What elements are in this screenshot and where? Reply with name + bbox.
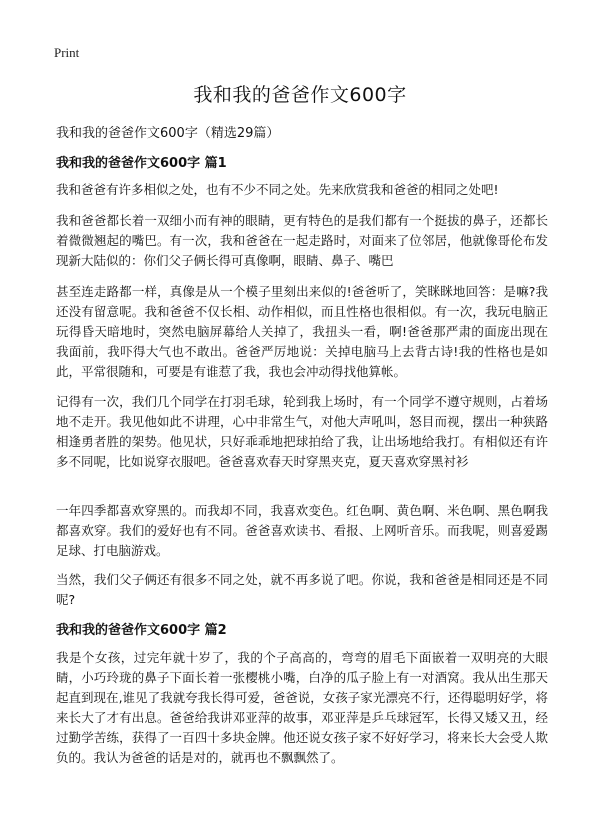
section-heading: 我和我的爸爸作文600字 篇2: [56, 623, 227, 638]
paragraph: 记得有一次，我们几个同学在打羽毛球，轮到我上场时，有一个同学不遵守规则，占着场地不走开。我见他如此不讲理，心中非常生气，对他大声吼叫，怒目而视，摆出一种狭路相逢勇者胜的架势。他见状，只好乖乖地把球拍给了我，让出场地给我打。有相似还有许多不同呢，比如说穿衣服吧。爸爸喜欢春天时穿黑夹克，夏天喜欢穿黑衬衫: [56, 394, 548, 469]
print-link[interactable]: Print: [54, 45, 80, 60]
page-title: 我和我的爸爸作文600字: [193, 84, 407, 106]
section-heading: 我和我的爸爸作文600字 篇1: [56, 156, 227, 171]
paragraph: 我是个女孩，过完年就十岁了，我的个子高高的，弯弯的眉毛下面嵌着一双明亮的大眼睛，小巧玲珑的鼻子下面长着一张樱桃小嘴，白净的瓜子脸上有一对酒窝。我从出生那天起直到现在,谁见了我就夸我长得可爱，爸爸说，女孩子家光漂亮不行，还得聪明好学，将来长大了才有出息。爸爸给我讲邓亚萍的故事，邓亚萍是乒乓球冠军，长得又矮又丑，经过勤学苦练，获得了一百四十多块金牌。他还说女孩子家不好好学习，将来长大会受人欺负的。我认为爸爸的话是对的，就再也不飘飘然了。: [56, 650, 548, 765]
paragraph: 我和爸爸有许多相似之处，也有不少不同之处。先来欣赏我和爸爸的相同之处吧!: [56, 182, 499, 197]
paragraph: 我和爸爸都长着一双细小而有神的眼睛，更有特色的是我们都有一个挺拔的鼻子，还都长着微微翘起的嘴巴。有一次，我和爸爸在一起走路时，对面来了位邻居，他就像哥伦布发现新大陆似的：你们父子俩长得可真像啊，眼睛、鼻子、嘴巴: [56, 213, 548, 268]
paragraph: 甚至连走路都一样，真像是从一个模子里刻出来似的!爸爸听了，笑眯眯地回答：是嘛?我还没有留意呢。我和爸爸不仅长相、动作相似，而且性格也很相似。有一次，我玩电脑正玩得昏天暗地时，突然电脑屏幕给人关掉了，我扭头一看，啊!爸爸那严肃的面庞出现在我面前，我吓得大气也不敢出。爸爸严厉地说：关掉电脑马上去背古诗!我的性格也是如此，平常很随和，可要是有谁惹了我，我也会冲动得找他算帐。: [56, 284, 548, 379]
paragraph: 一年四季都喜欢穿黑的。而我却不同，我喜欢变色。红色啊、黄色啊、米色啊、黑色啊我都喜欢穿。我们的爱好也有不同。爸爸喜欢读书、看报、上网听音乐。而我呢，则喜爱踢足球、打电脑游戏。: [56, 503, 548, 558]
document-subtitle: 我和我的爸爸作文600字（精选29篇）: [56, 126, 280, 141]
paragraph: 当然，我们父子俩还有很多不同之处，就不再多说了吧。你说，我和爸爸是相同还是不同呢?: [56, 572, 548, 607]
